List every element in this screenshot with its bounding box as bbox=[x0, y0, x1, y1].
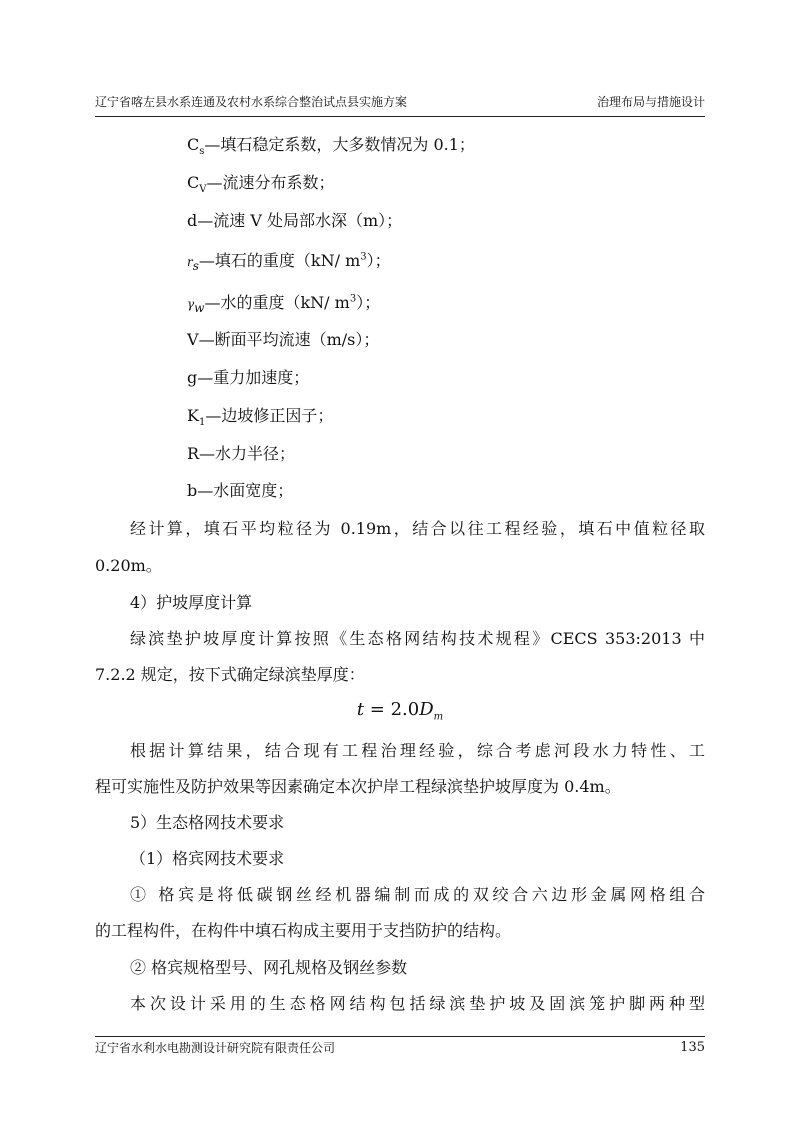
paragraph-3-line-2: 程可实施性及防护效果等因素确定本次护岸工程绿滨垫护坡厚度为 0.4m。 bbox=[95, 777, 621, 796]
def-r: R—水力半径； bbox=[187, 444, 296, 463]
def-cv: $C_V—$流速分布系数； bbox=[187, 173, 335, 196]
paragraph-2-line-1: 绿滨垫护坡厚度计算按照《生态格网结构技术规程》CECS 353:2013 中 bbox=[130, 629, 705, 648]
heading-4: 4）护坡厚度计算 bbox=[130, 593, 253, 612]
heading-5: 5）生态格网技术要求 bbox=[130, 813, 285, 832]
header-document-title: 辽宁省喀左县水系连通及农村水系综合整治试点县实施方案 bbox=[95, 95, 408, 109]
formula: $t = 2.0D_m$ bbox=[356, 699, 444, 723]
paragraph-1-line-2: 0.20m。 bbox=[95, 556, 162, 575]
footer-rule bbox=[95, 1036, 705, 1037]
paragraph-2-line-2: 7.2.2 规定，按下式确定绿滨垫厚度： bbox=[95, 665, 365, 684]
def-g: g—重力加速度； bbox=[187, 368, 310, 387]
paragraph-3-line-1: 根据计算结果，结合现有工程治理经验，综合考虑河段水力特性、工 bbox=[130, 741, 705, 760]
footer-organization: 辽宁省水利水电勘测设计研究院有限责任公司 bbox=[95, 1041, 336, 1055]
paragraph-6: 本次设计采用的生态格网结构包括绿滨垫护坡及固滨笼护脚两种型 bbox=[130, 994, 705, 1013]
def-b: b—水面宽度； bbox=[187, 481, 294, 500]
header-section-title: 治理布局与措施设计 bbox=[596, 95, 705, 109]
def-k1: $K_1—$边坡修正因子； bbox=[187, 406, 334, 429]
paragraph-1-line-1: 经计算，填石平均粒径为 0.19m，结合以往工程经验，填石中值粒径取 bbox=[130, 519, 705, 538]
paragraph-4-line-2: 的工程构件，在构件中填石构成主要用于支挡防护的结构。 bbox=[95, 921, 512, 940]
def-cs: $C_s—$填石稳定系数，大多数情况为 0.1； bbox=[187, 135, 475, 158]
def-gamma-w: $\gamma_w—$水的重度（kN/ $m^3$）； bbox=[187, 293, 381, 316]
header-rule bbox=[95, 116, 705, 117]
def-d: d—流速 V 处局部水深（m）； bbox=[187, 211, 403, 230]
paragraph-4-line-1: ① 格宾是将低碳钢丝经机器编制而成的双绞合六边形金属网格组合 bbox=[130, 885, 705, 904]
def-rs: $r_s—$填石的重度（kN/ $m^3$）； bbox=[187, 251, 391, 274]
paragraph-5: ② 格宾规格型号、网孔规格及钢丝参数 bbox=[130, 958, 408, 977]
page-number: 135 bbox=[680, 1040, 705, 1055]
def-v: V—断面平均流速（m/s）； bbox=[187, 330, 380, 349]
page-header bbox=[95, 94, 705, 116]
heading-5-1: （1）格宾网技术要求 bbox=[130, 849, 285, 868]
